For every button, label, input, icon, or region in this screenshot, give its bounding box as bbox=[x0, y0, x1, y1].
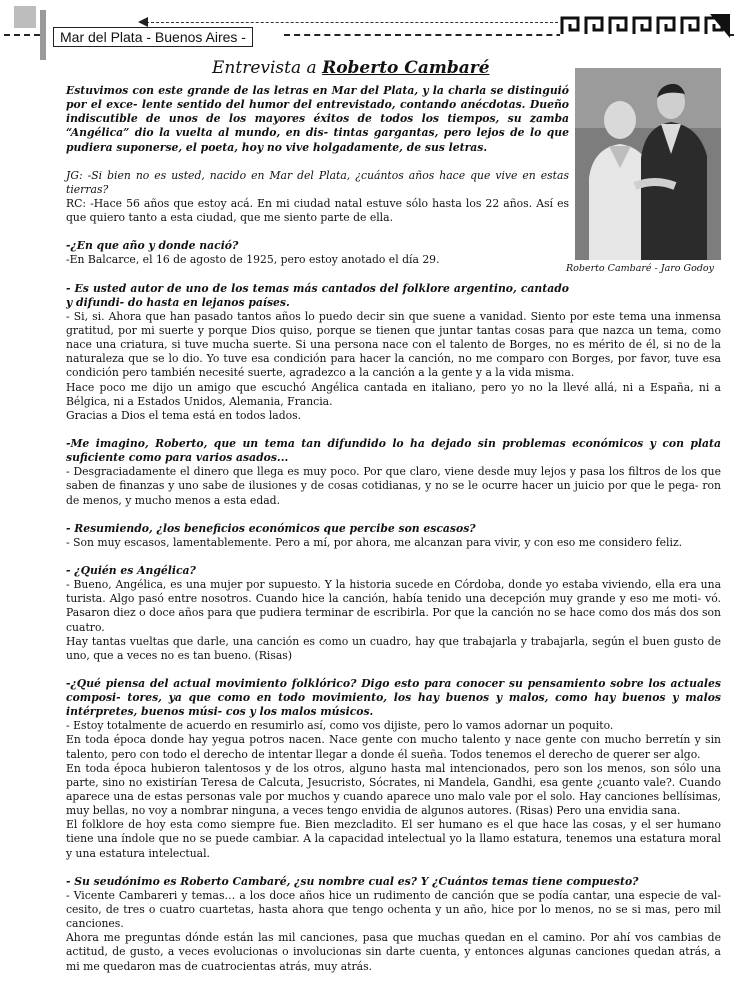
question-3: - Es usted autor de uno de los temas más cantados del folklore argentino, cantado y difundi- do hasta en lejanos países. bbox=[66, 281, 569, 309]
answer-6b: Hay tantas vueltas que darle, una canción es como un cuadro, hay que trabajarla y trabajarla, según el buen gusto de uno, que a veces no es tan bueno. (Risas) bbox=[66, 634, 721, 662]
answer-3a: - Si, si. Ahora que han pasado tantos años lo puedo decir sin que suene a vanidad. Siento por este tema una inmensa gratitud, por mi suerte y porque Dios quiso, porque se tienen que juntar tantas cosas para que nazca un tema, como nace una criatura, si tuve mucha suerte. Si una persona nace con el talento de Borges, no es mérito de él, si no de la naturaleza que se lo dio. Yo tuve esa condición para hacer la canción, no me comparo con Borges, por favor, tuve esa condición pero también necesité suerte, agradezco a la canción a la gente y a la vida misma. bbox=[66, 309, 721, 380]
corner-bar-decoration bbox=[40, 10, 46, 60]
question-2: -¿En que año y donde nació? bbox=[66, 239, 239, 253]
arrow-left-icon bbox=[138, 17, 148, 27]
question-6: - ¿Quién es Angélica? bbox=[66, 563, 196, 577]
question-8: - Su seudónimo es Roberto Cambaré, ¿su nombre cual es? Y ¿Cuántos temas tiene compuesto? bbox=[66, 874, 639, 888]
answer-6a: - Bueno, Angélica, es una mujer por supuesto. Y la historia sucede en Córdoba, donde yo estaba viviendo, ella era una turista. Algo pasó entre nosotros. Cuando hice la canción, había tenido una decepción muy grande y eso me moti- vó. Pasaron diez o doce años para que pudiera terminar de escribirla. Por que la canción no se hace como dos más dos son cuatro. bbox=[66, 578, 721, 634]
article-title bbox=[212, 58, 490, 78]
question-7: -¿Qué piensa del actual movimiento folklórico? Digo esto para conocer su pensamiento sobre los actuales composi- tores, ya que como en todo movimiento, los hay buenos y malos, como hay buenos y malos intérpretes, buenos músi- cos y los malos músicos. bbox=[66, 676, 721, 719]
section-label: Mar del Plata - Buenos Aires - bbox=[53, 27, 253, 47]
article-body bbox=[66, 84, 721, 974]
title-prefix: Entrevista a bbox=[212, 58, 317, 78]
header-arrow-line bbox=[146, 22, 558, 23]
answer-3b: Hace poco me dijo un amigo que escuchó Angélica cantada en italiano, pero yo no la llevé allá, ni a España, ni a Bélgica, ni a Estados Unidos, Alemania, Francia. bbox=[66, 380, 721, 408]
answer-7d: El folklore de hoy esta como siempre fue. Bien mezcladito. El ser humano es el que hace las cosas, y el ser humano tiene una índole que no se puede cambiar. A la capacidad intelectual yo la llamo estatura, tenemos una estatura moral y una estatura intelectual. bbox=[66, 818, 721, 860]
question-1: JG: -Si bien no es usted, nacido en Mar del Plata, ¿cuántos años hace que vive en estas tierras? bbox=[66, 168, 569, 196]
answer-8b: Ahora me preguntas dónde están las mil canciones, pasa que muchas quedan en el camino. Por ahí vos cambias de actitud, de gusto, a veces evolucionas o involucionas sin darte cuenta, y entonces algunas canciones quedan atrás, a mi me quedaron mas de cuatrocientas atrás, muy atrás. bbox=[66, 931, 721, 973]
answer-2: -En Balcarce, el 16 de agosto de 1925, pero estoy anotado el día 29. bbox=[66, 253, 440, 267]
answer-7b: En toda época donde hay yegua potros nacen. Nace gente con mucho talento y nace gente con mucho berretín y sin talento, pero con todo el derecho de intentar llegar a donde él sueña. Todos tenemos el derecho de querer ser algo. bbox=[66, 733, 721, 761]
answer-4: - Desgraciadamente el dinero que llega es muy poco. Por que claro, viene desde muy lejos y pasa los filtros de los que saben de finanzas y uno sabe de ilusiones y de cosas cotidianas, y no se le ocurre hacer un juicio por que le pega- ron de menos, y mucho menos a esta edad. bbox=[66, 465, 721, 507]
header-dashed-rule-left bbox=[4, 34, 40, 36]
answer-8a: - Vicente Cambareri y temas… a los doce años hice un rudimento de canción que se podía cantar, una especie de val- cesito, de tres o cuatro cuartetas, hasta ahora que tengo ochenta y un año, hice por lo menos, no se si mas, pero mil canciones. bbox=[66, 888, 721, 931]
question-4: -Me imagino, Roberto, que un tema tan difundido lo ha dejado sin problemas económicos y con plata suficiente como para varios asados... bbox=[66, 436, 721, 465]
corner-square-decoration bbox=[14, 6, 36, 28]
answer-7c: En toda época hubieron talentosos y de los otros, alguno hasta mal intencionados, pero son los menos, son sólo una parte, sino no existirían Teresa de Calcuta, Jesucristo, Sócrates, ni Mandela, Gandhi, esa gente ¿cuanto vale?. Cuando aparece una de estas personas vale por muchos y cuando aparece uno malo vale por el solo. Hay canciones bellísimas, muy bellas, no voy a nombrar ninguna, a veces tengo envidia de algunos autores. (Risas) Pero una envidia sana. bbox=[66, 761, 721, 818]
answer-1: RC: -Hace 56 años que estoy acá. En mi ciudad natal estuve sólo hasta los 22 años. Así es que quiero tanto a esta ciudad, que me siento parte de ella. bbox=[66, 196, 569, 225]
question-5: - Resumiendo, ¿los beneficios económicos que percibe son escasos? bbox=[66, 521, 476, 535]
title-name: Roberto Cambaré bbox=[322, 58, 490, 78]
photo-caption: Roberto Cambaré - Jaro Godoy bbox=[566, 263, 715, 274]
greek-key-border-icon bbox=[560, 14, 730, 38]
article-lead: Estuvimos con este grande de las letras en Mar del Plata, y la charla se distinguió por el exce- lente sentido del humor del entrevistado, contando anécdotas. Dueño indiscutible de unos de los mayores éxitos de todos los tiempos, su zamba “Angélica” dio la vuelta al mundo, en dis- tintas gargantas, pero lejos de lo que pudiera suponerse, el poeta, hoy no vive holgadamente, de sus letras. bbox=[66, 84, 569, 154]
answer-3c: Gracias a Dios el tema está en todos lados. bbox=[66, 408, 302, 422]
answer-7a: - Estoy totalmente de acuerdo en resumirlo así, como vos dijiste, pero lo vamos adornar un poquito. bbox=[66, 719, 614, 733]
answer-5: - Son muy escasos, lamentablemente. Pero a mí, por ahora, me alcanzan para vivir, y con eso me considero feliz. bbox=[66, 535, 683, 549]
